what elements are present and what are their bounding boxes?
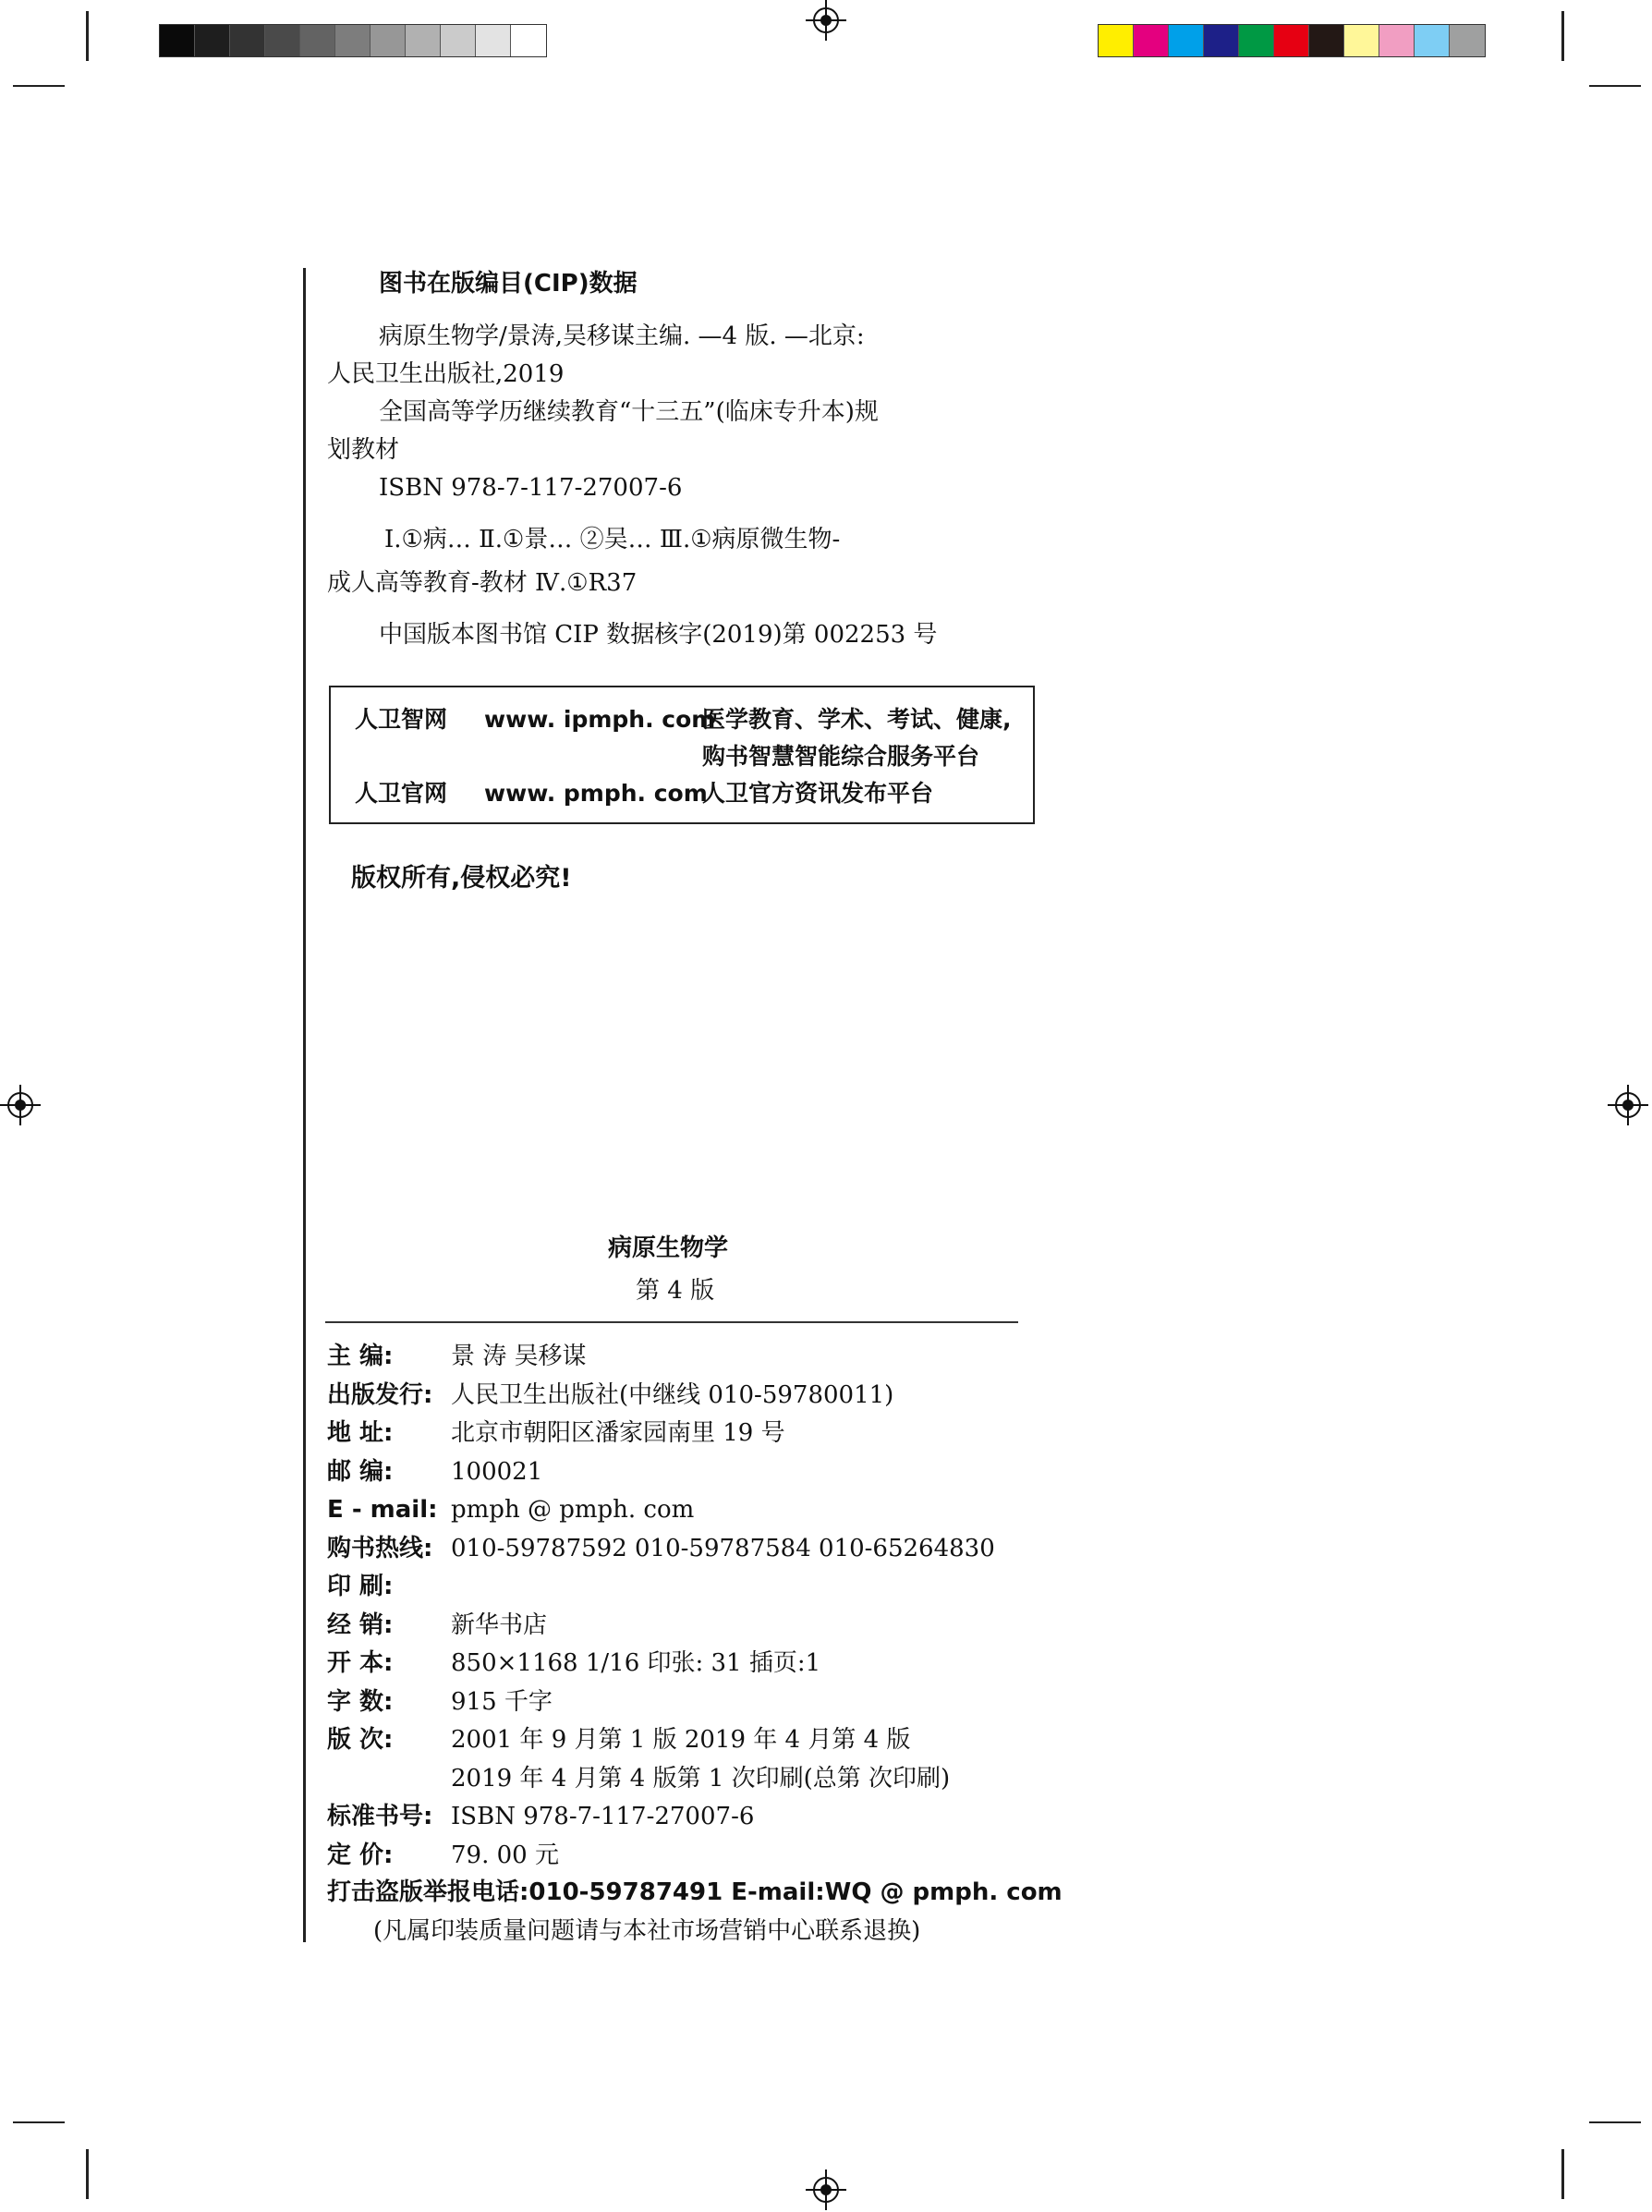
colophon-row [327, 1341, 587, 1372]
color-swatch [1099, 25, 1134, 56]
colophon-value: 100021 [451, 1457, 543, 1486]
colophon-value: 人民卫生出版社(中继线 010-59780011) [451, 1380, 894, 1409]
colophon-value: 915 千字 [451, 1687, 553, 1716]
colophon-label: 标准书号: [327, 1803, 433, 1830]
color-swatch [1169, 25, 1204, 56]
copyright-notice: 版权所有,侵权必究! [351, 864, 572, 893]
color-swatch [300, 25, 335, 56]
colophon-label: 定 价: [327, 1841, 394, 1869]
colophon-label: 印 刷: [327, 1573, 394, 1600]
website-name: 人卫官网 [355, 780, 448, 807]
website-info-box [329, 686, 1035, 824]
crop-mark-bottom-left-vertical [86, 2149, 89, 2199]
colophon-value: pmph @ pmph. com [451, 1496, 695, 1524]
colophon-label: E - mail: [327, 1496, 438, 1524]
colophon-row [327, 1571, 451, 1602]
colophon-label: 邮 编: [327, 1457, 394, 1486]
color-swatch [230, 25, 265, 56]
website-name: 人卫智网 [355, 706, 448, 733]
website-description: 医学教育、学术、考试、健康, [702, 706, 1012, 733]
crop-mark-bottom-right-vertical [1561, 2149, 1564, 2199]
website-description: 人卫官方资讯发布平台 [702, 780, 934, 807]
color-swatch [1134, 25, 1169, 56]
registration-mark-bottom-icon [806, 2169, 846, 2210]
colophon-label: 购书热线: [327, 1534, 433, 1562]
cip-publisher-line: 人民卫生出版社,2019 [327, 360, 565, 388]
colophon-value: 北京市朝阳区潘家园南里 19 号 [451, 1419, 785, 1447]
registration-mark-right-icon [1608, 1085, 1648, 1125]
registration-mark-left-icon [0, 1085, 41, 1125]
color-swatch [1274, 25, 1309, 56]
cip-title-line: 病原生物学/景涛,吴移谋主编. —4 版. —北京: [379, 322, 865, 350]
colophon-row [327, 1533, 995, 1564]
colophon-row [327, 1610, 547, 1641]
colophon-row [327, 1763, 950, 1794]
crop-mark-top-right-horizontal [1589, 85, 1641, 87]
color-swatch [160, 25, 195, 56]
color-swatch [195, 25, 230, 56]
colophon-row [327, 1456, 542, 1488]
cip-series-line-1: 全国高等学历继续教育“十三五”(临床专升本)规 [379, 398, 879, 426]
crop-mark-bottom-right-horizontal [1589, 2121, 1641, 2123]
colophon-label: 主 编: [327, 1343, 394, 1370]
cip-index-line-1: Ⅰ.①病… Ⅱ.①景… ②吴… Ⅲ.①病原微生物- [384, 526, 841, 553]
colophon-value: 79. 00 元 [451, 1841, 559, 1869]
color-swatch [476, 25, 511, 56]
cip-heading: 图书在版编目(CIP)数据 [379, 270, 638, 298]
colophon-label: 版 次: [327, 1726, 394, 1754]
colophon-value: 2019 年 4 月第 4 版第 1 次印刷(总第 次印刷) [451, 1764, 951, 1793]
margin-rule [303, 268, 306, 1942]
cip-isbn: ISBN 978-7-117-27007-6 [379, 474, 683, 502]
color-swatch [1379, 25, 1415, 56]
colophon-row [327, 1801, 754, 1832]
colophon-value: 2001 年 9 月第 1 版 2019 年 4 月第 4 版 [451, 1726, 911, 1754]
color-swatch [1450, 25, 1485, 56]
colophon-label: 字 数: [327, 1687, 394, 1716]
color-swatch [1239, 25, 1274, 56]
book-edition: 第 4 版 [636, 1277, 715, 1305]
color-swatch [1415, 25, 1450, 56]
colophon-row [327, 1724, 910, 1756]
cip-index-line-2: 成人高等教育-教材 Ⅳ.①R37 [327, 569, 638, 597]
crop-mark-top-left-vertical [86, 11, 89, 61]
crop-mark-bottom-left-horizontal [13, 2121, 65, 2123]
registration-mark-top-icon [806, 0, 846, 41]
book-title: 病原生物学 [608, 1234, 729, 1262]
crop-mark-top-right-vertical [1561, 11, 1564, 61]
colophon-label: 出版发行: [327, 1380, 433, 1409]
website-url[interactable]: www. ipmph. com [484, 706, 716, 733]
colophon-value: 新华书店 [451, 1610, 548, 1639]
colophon-row [327, 1840, 559, 1871]
quality-note: (凡属印装质量问题请与本社市场营销中心联系退换) [373, 1917, 921, 1945]
colophon-row [327, 1379, 893, 1411]
colophon-label: 经 销: [327, 1610, 394, 1639]
colophon-label: 地 址: [327, 1419, 394, 1447]
colophon-value: 010-59787592 010-59787584 010-65264830 [451, 1534, 995, 1562]
color-swatch [1344, 25, 1379, 56]
colophon-row [327, 1494, 694, 1525]
colophon-divider [325, 1321, 1018, 1323]
colophon-value: ISBN 978-7-117-27007-6 [451, 1803, 755, 1830]
color-swatch [335, 25, 370, 56]
color-swatch [1309, 25, 1344, 56]
website-url[interactable]: www. pmph. com [484, 780, 708, 807]
color-swatch [370, 25, 406, 56]
colophon-row [327, 1647, 820, 1679]
color-swatch [1204, 25, 1239, 56]
anti-piracy-line: 打击盗版举报电话:010-59787491 E-mail:WQ @ pmph. com [327, 1878, 1063, 1906]
crop-mark-top-left-horizontal [13, 85, 65, 87]
grayscale-color-bar [159, 24, 547, 57]
color-swatch [511, 25, 546, 56]
colophon-row [327, 1686, 553, 1718]
colophon-value: 850×1168 1/16 印张: 31 插页:1 [451, 1649, 821, 1677]
color-swatch [406, 25, 441, 56]
process-color-bar [1098, 24, 1486, 57]
color-swatch [265, 25, 300, 56]
colophon-label: 开 本: [327, 1649, 394, 1677]
cip-library-line: 中国版本图书馆 CIP 数据核字(2019)第 002253 号 [379, 621, 938, 649]
website-description-continued: 购书智慧智能综合服务平台 [702, 743, 980, 770]
cip-series-line-2: 划教材 [327, 436, 400, 464]
colophon-row [327, 1417, 785, 1449]
colophon-value: 景 涛 吴移谋 [451, 1343, 587, 1370]
color-swatch [441, 25, 476, 56]
